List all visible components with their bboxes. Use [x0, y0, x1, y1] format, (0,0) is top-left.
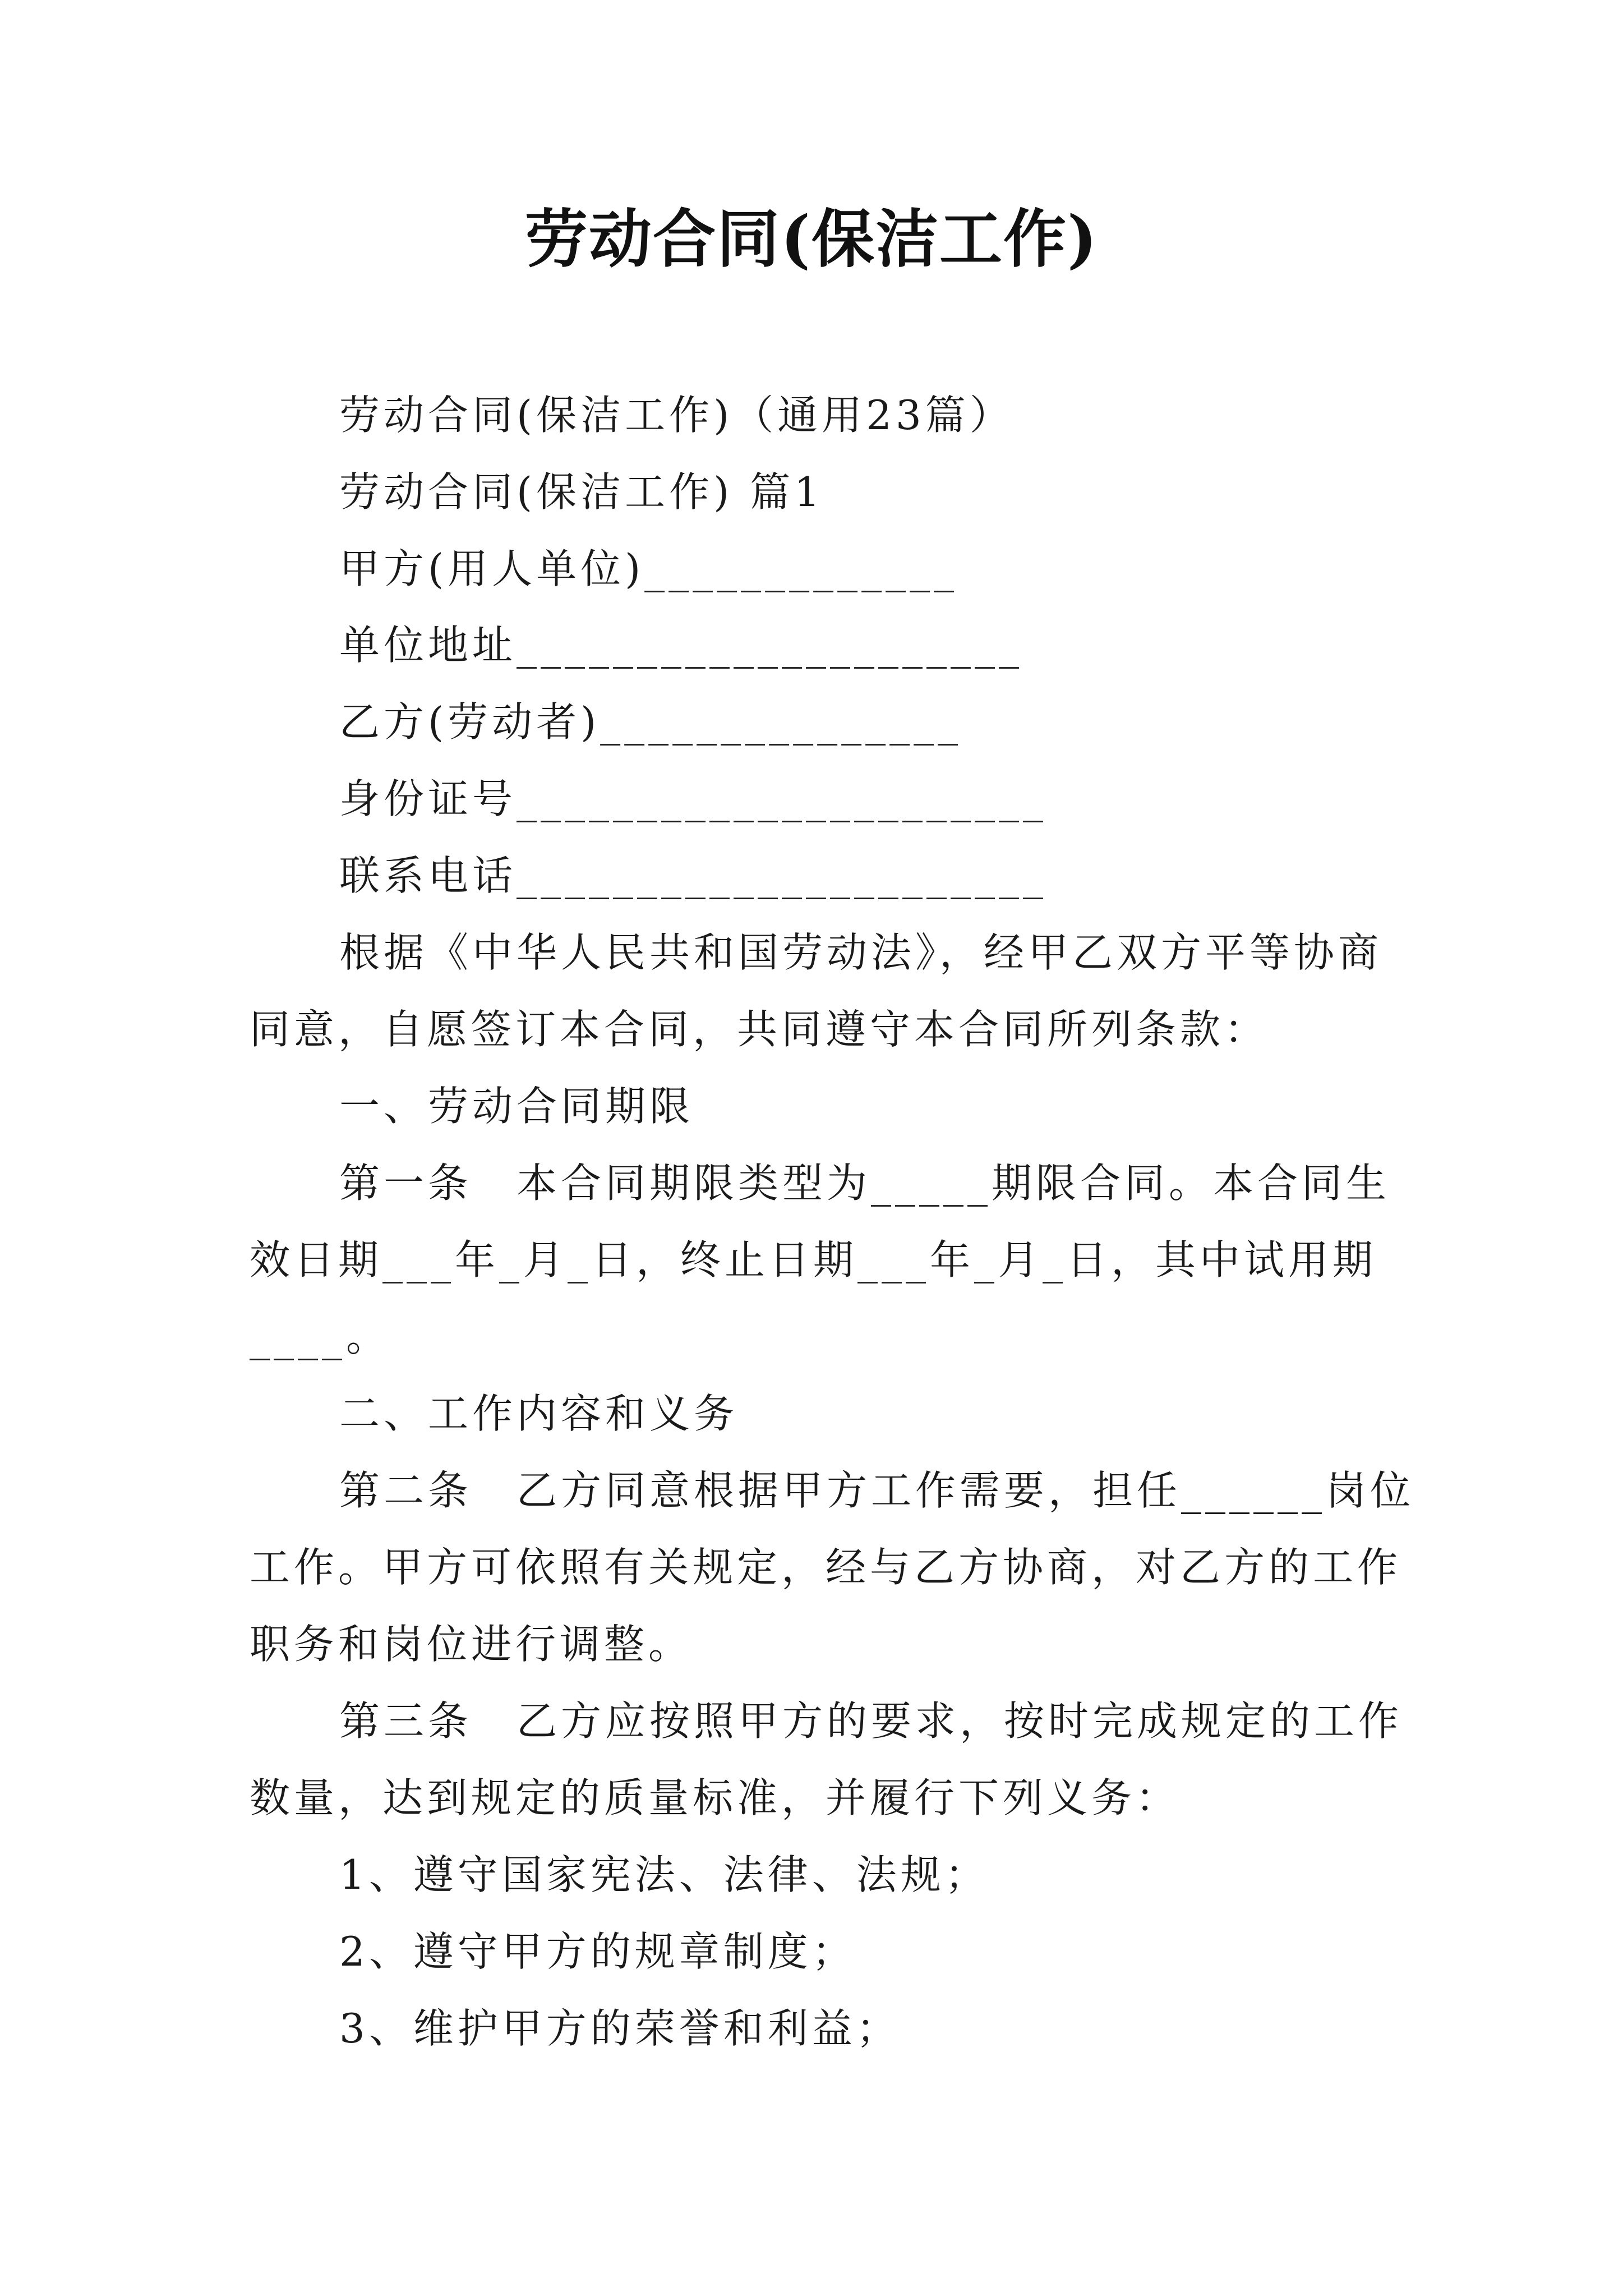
- paragraph-line: 工作。甲方可依照有关规定，经与乙方协商，对乙方的工作: [250, 1544, 1402, 1591]
- paragraph-line: 职务和岗位进行调整。: [250, 1621, 693, 1668]
- document-title: 劳动合同(保洁工作): [525, 203, 1098, 276]
- id-number-field: 身份证号______________________: [339, 775, 1048, 822]
- party-b-field: 乙方(劳动者)_______________: [339, 698, 962, 746]
- party-a-field: 甲方(用人单位)_____________: [339, 545, 958, 592]
- phone-field: 联系电话______________________: [339, 852, 1048, 899]
- doc-subtitle: 劳动合同(保洁工作)（通用23篇）: [339, 392, 1014, 439]
- list-item: 1、遵守国家宪法、法律、法规；: [339, 1851, 989, 1898]
- section-heading: 二、工作内容和义务: [339, 1390, 739, 1437]
- paragraph-line: 效日期___年_月_日，终止日期___年_月_日，其中试用期: [250, 1236, 1377, 1283]
- paragraph-line: 数量，达到规定的质量标准，并履行下列义务：: [250, 1774, 1181, 1821]
- section-heading-part-1: 劳动合同(保洁工作) 篇1: [339, 468, 824, 516]
- section-heading: 一、劳动合同期限: [339, 1083, 694, 1130]
- paragraph-line: 第二条 乙方同意根据甲方工作需要，担任______岗位: [339, 1467, 1415, 1514]
- list-item: 2、遵守甲方的规章制度；: [339, 1928, 856, 1975]
- paragraph-line: 同意，自愿签订本合同，共同遵守本合同所列条款：: [250, 1006, 1269, 1053]
- paragraph-line: ____。: [250, 1313, 391, 1360]
- paragraph-line: 第三条 乙方应按照甲方的要求，按时完成规定的工作: [339, 1697, 1403, 1745]
- paragraph-line: 根据《中华人民共和国劳动法》，经甲乙双方平等协商: [339, 929, 1383, 976]
- address-field: 单位地址_____________________: [339, 622, 1023, 669]
- list-item: 3、维护甲方的荣誉和利益；: [339, 2005, 901, 2052]
- paragraph-line: 第一条 本合同期限类型为_____期限合同。本合同生: [339, 1159, 1391, 1207]
